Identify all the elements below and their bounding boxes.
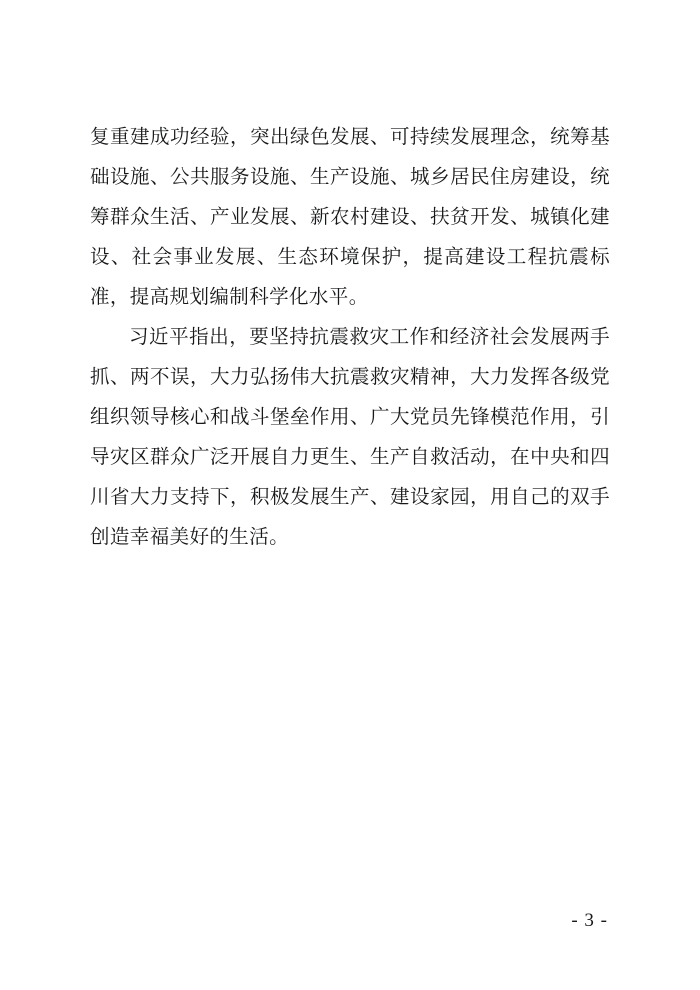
paragraph-2: 习近平指出，要坚持抗震救灾工作和经济社会发展两手抓、两不误，大力弘扬伟大抗震救灾精神，大力发挥各级党组织领导核心和战斗堡垒作用、广大党员先锋模范作用，引导灾区群众广泛开展自力更生、生产自救活动，在中央和四川省大力支持下，积极发展生产、建设家园，用自己的双手创造幸福美好的生活。 — [90, 327, 610, 548]
page-number: - 3 - — [571, 910, 608, 931]
paragraph-1: 复重建成功经验，突出绿色发展、可持续发展理念，统筹基础设施、公共服务设施、生产设施、城乡居民住房建设，统筹群众生活、产业发展、新农村建设、扶贫开发、城镇化建设、社会事业发展、生态环境保护，提高建设工程抗震标准，提高规划编制科学化水平。 — [90, 127, 610, 308]
document-body — [90, 118, 610, 558]
